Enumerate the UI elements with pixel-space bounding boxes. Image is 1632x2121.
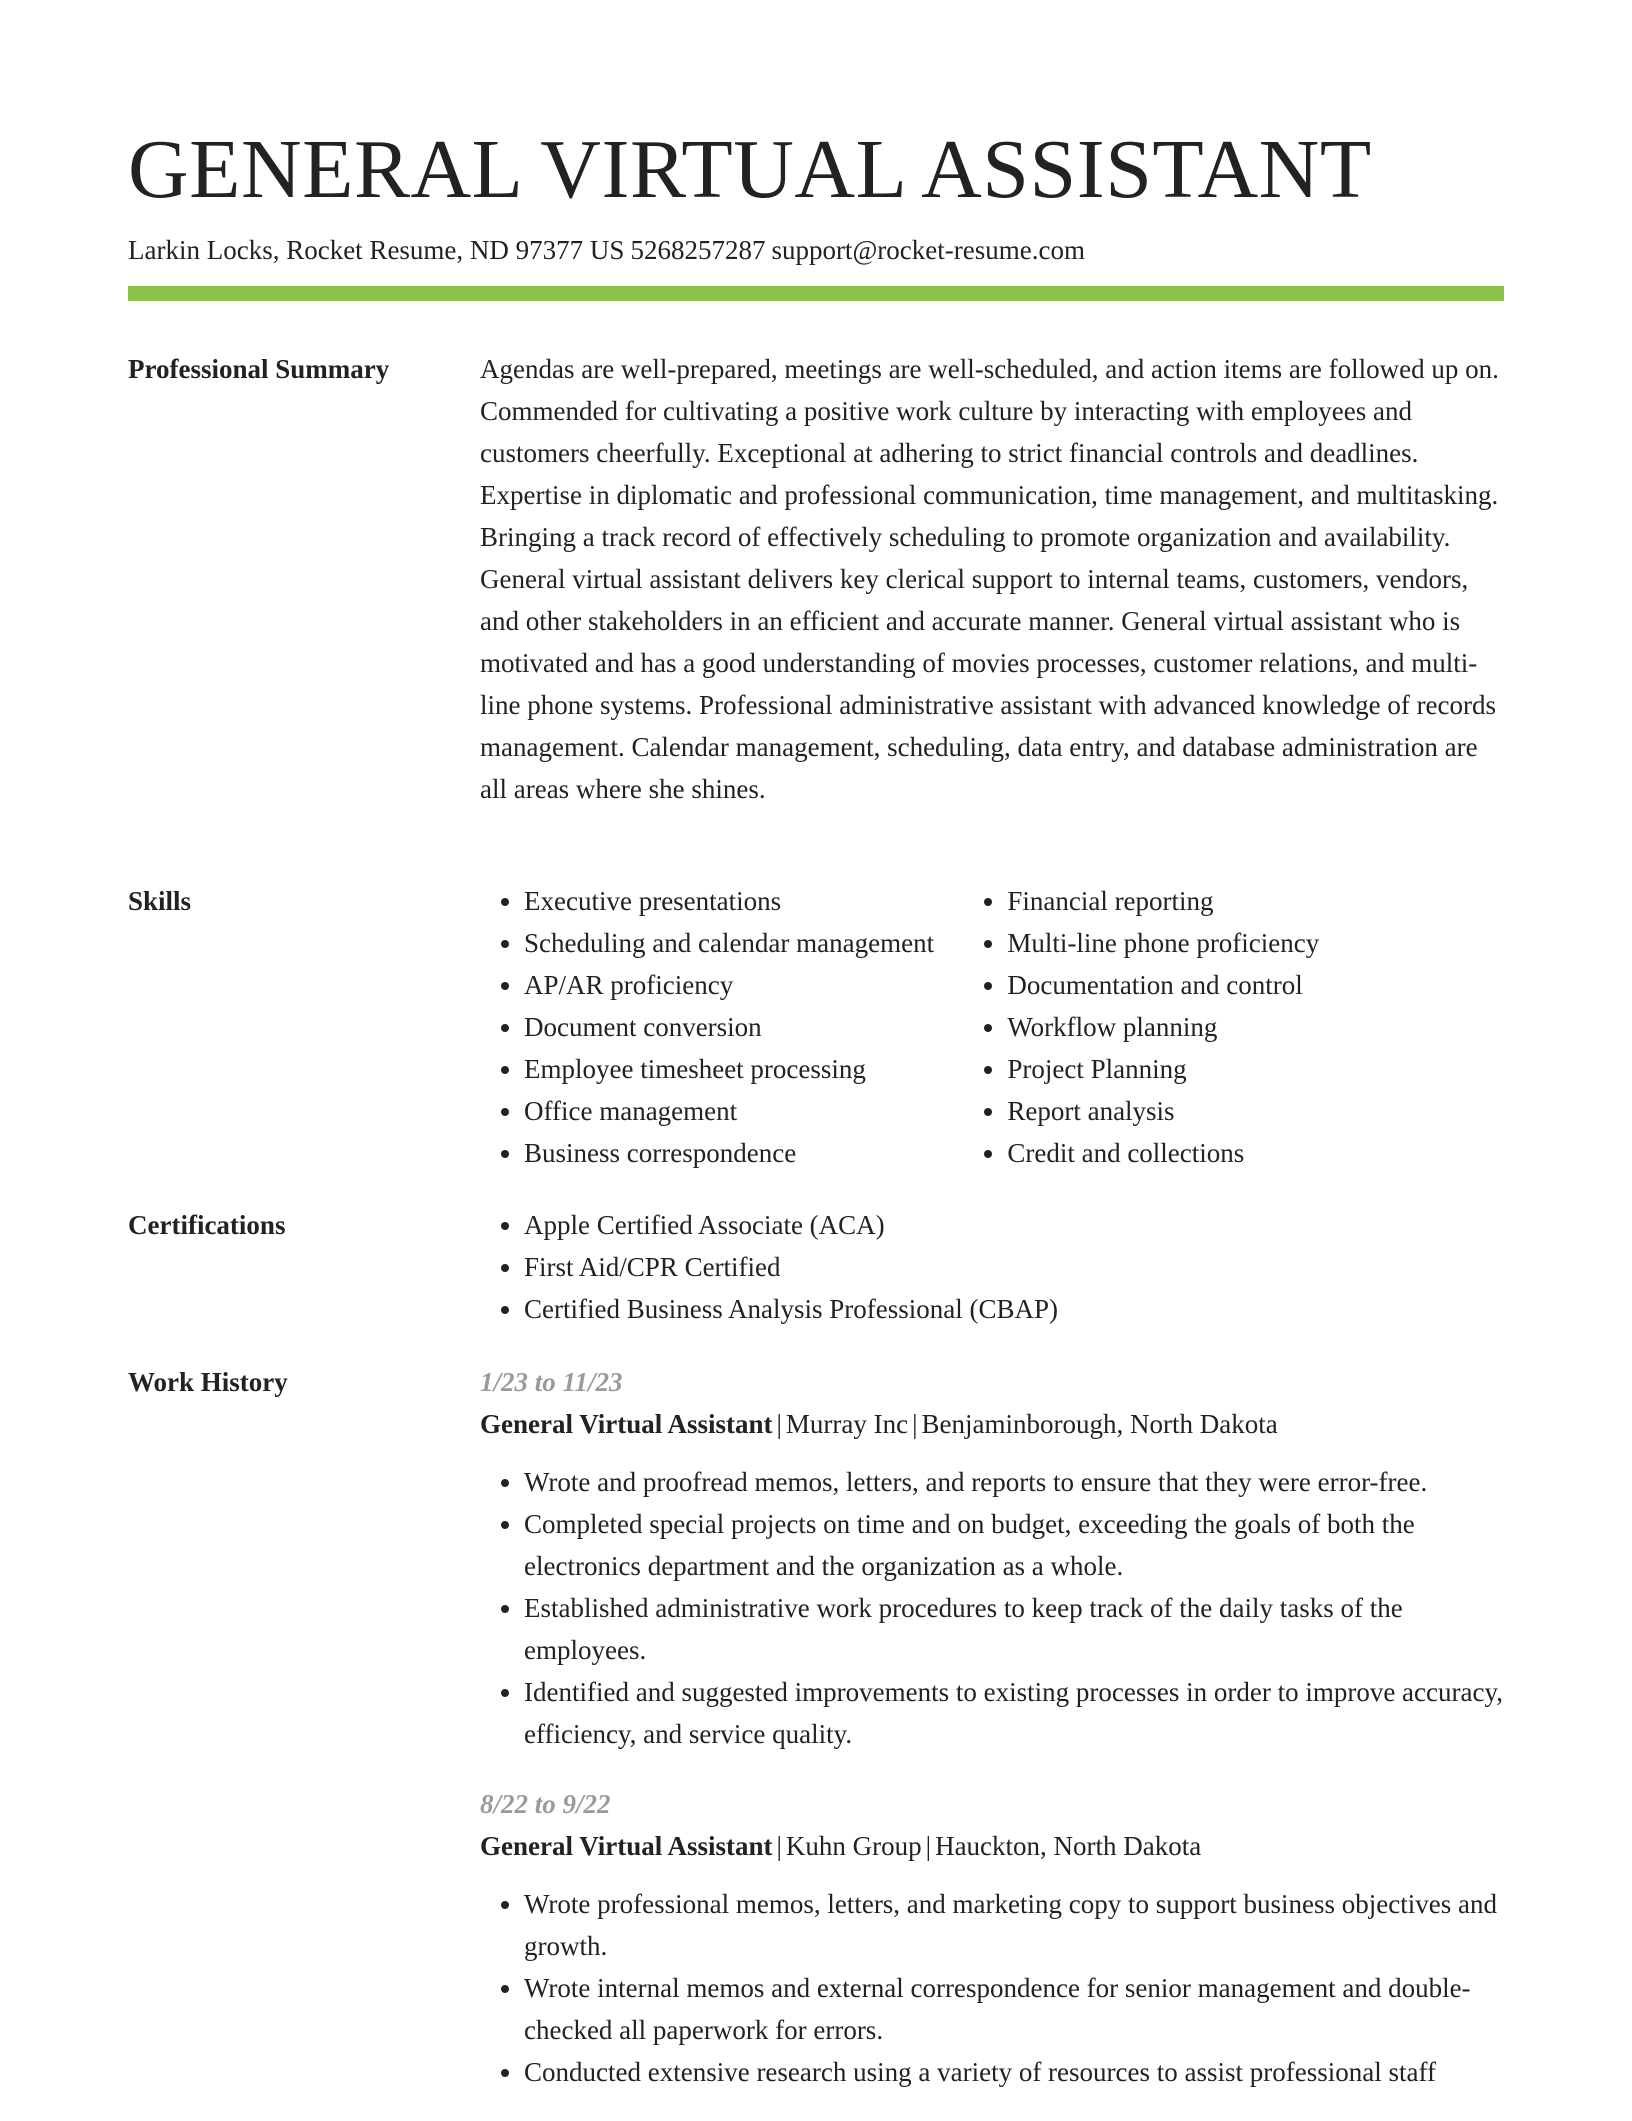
job-dates: 1/23 to 11/23 xyxy=(480,1367,623,1397)
job-company: Murray Inc xyxy=(785,1409,909,1439)
contact-address: Larkin Locks, Rocket Resume, ND 97377 US xyxy=(128,235,625,265)
job-bullet: • Conducted extensive research using a variety of resources to assist professional staff xyxy=(524,2051,1504,2093)
job-location: Hauckton, North Dakota xyxy=(935,1831,1202,1861)
job-dates: 8/22 to 9/22 xyxy=(480,1789,611,1819)
skills-label: Skills xyxy=(128,886,192,916)
skill-item: • Executive presentations xyxy=(524,880,963,922)
summary-body xyxy=(480,348,1504,810)
job-bullet: • Wrote and proofread memos, letters, and reports to ensure that they were error-free. xyxy=(524,1461,1504,1503)
job-entry xyxy=(480,1783,1504,2093)
job-separator: | xyxy=(776,1831,782,1861)
summary-text: Agendas are well-prepared, meetings are well-scheduled, and action items are followed up on. Commended for cultivating a positive work culture by interacting with employees and customers cheerfully. Exceptional at adhering to strict financial controls and deadlines. Expertise in diplomatic and professional communication, time management, and multitasking. Bringing a track record of effectively scheduling to promote organization and availability. General virtual assistant delivers key clerical support to internal teams, customers, vendors, and other stakeholders in an efficient and accurate manner. General virtual assistant who is motivated and has a good understanding of movies processes, customer relations, and multi-line phone systems. Professional administrative assistant with advanced knowledge of records management. Calendar management, scheduling, data entry, and database administration are all areas where she shines. xyxy=(480,354,1499,804)
skill-item: • Report analysis xyxy=(1007,1090,1504,1132)
job-separator: | xyxy=(912,1409,918,1439)
certification-item: • Certified Business Analysis Professional (CBAP) xyxy=(524,1288,1504,1330)
skills-list-right xyxy=(963,880,1504,1174)
job-bullets xyxy=(480,1461,1504,1755)
job-location: Benjaminborough, North Dakota xyxy=(921,1409,1278,1439)
certifications-body xyxy=(480,1204,1504,1330)
job-bullet: • Identified and suggested improvements to existing processes in order to improve accuracy, efficiency, and service quality. xyxy=(524,1671,1504,1755)
skills-list-left xyxy=(480,880,963,1174)
skill-item: • Workflow planning xyxy=(1007,1006,1504,1048)
job-bullet: • Wrote internal memos and external correspondence for senior management and double-checked all paperwork for errors. xyxy=(524,1967,1504,2051)
job-bullet: • Wrote professional memos, letters, and marketing copy to support business objectives and growth. xyxy=(524,1883,1504,1967)
job-separator: | xyxy=(925,1831,932,1861)
skill-item: • AP/AR proficiency xyxy=(524,964,963,1006)
skill-item: • Documentation and control xyxy=(1007,964,1504,1006)
job-title: General Virtual Assistant xyxy=(480,1831,773,1861)
skill-item: • Scheduling and calendar management xyxy=(524,922,963,964)
job-separator: | xyxy=(776,1409,782,1439)
job-company: Kuhn Group xyxy=(785,1831,922,1861)
certification-item: • First Aid/CPR Certified xyxy=(524,1246,1504,1288)
certifications-label: Certifications xyxy=(128,1210,286,1240)
skills-body xyxy=(480,880,1504,1174)
contact-email: support@rocket-resume.com xyxy=(771,235,1085,265)
summary-label: Professional Summary xyxy=(128,354,390,384)
job-title: General Virtual Assistant xyxy=(480,1409,773,1439)
skill-item: • Office management xyxy=(524,1090,963,1132)
skill-item: • Multi-line phone proficiency xyxy=(1007,922,1504,964)
job-entry xyxy=(480,1361,1504,1755)
contact-phone: 5268257287 xyxy=(630,235,766,265)
job-bullet: • Completed special projects on time and on budget, exceeding the goals of both the electronics department and the organization as a whole. xyxy=(524,1503,1504,1587)
skill-item: • Project Planning xyxy=(1007,1048,1504,1090)
skills-grid xyxy=(480,880,1504,1174)
job-heading xyxy=(480,1403,1504,1445)
work-history-label: Work History xyxy=(128,1367,288,1397)
skill-item: • Business correspondence xyxy=(524,1132,963,1174)
work-history-body xyxy=(480,1361,1504,2121)
skill-item: • Financial reporting xyxy=(1007,880,1504,922)
skill-item: • Document conversion xyxy=(524,1006,963,1048)
certification-item: • Apple Certified Associate (ACA) xyxy=(524,1204,1504,1246)
job-heading xyxy=(480,1825,1504,1867)
contact-line xyxy=(128,230,1085,270)
header-divider xyxy=(128,286,1504,301)
job-bullet: • Established administrative work procedures to keep track of the daily tasks of the employees. xyxy=(524,1587,1504,1671)
resume-title: GENERAL VIRTUAL ASSISTANT xyxy=(128,123,1372,216)
job-bullets xyxy=(480,1883,1504,2093)
skill-item: • Employee timesheet processing xyxy=(524,1048,963,1090)
certifications-list xyxy=(480,1204,1504,1330)
skill-item: • Credit and collections xyxy=(1007,1132,1504,1174)
